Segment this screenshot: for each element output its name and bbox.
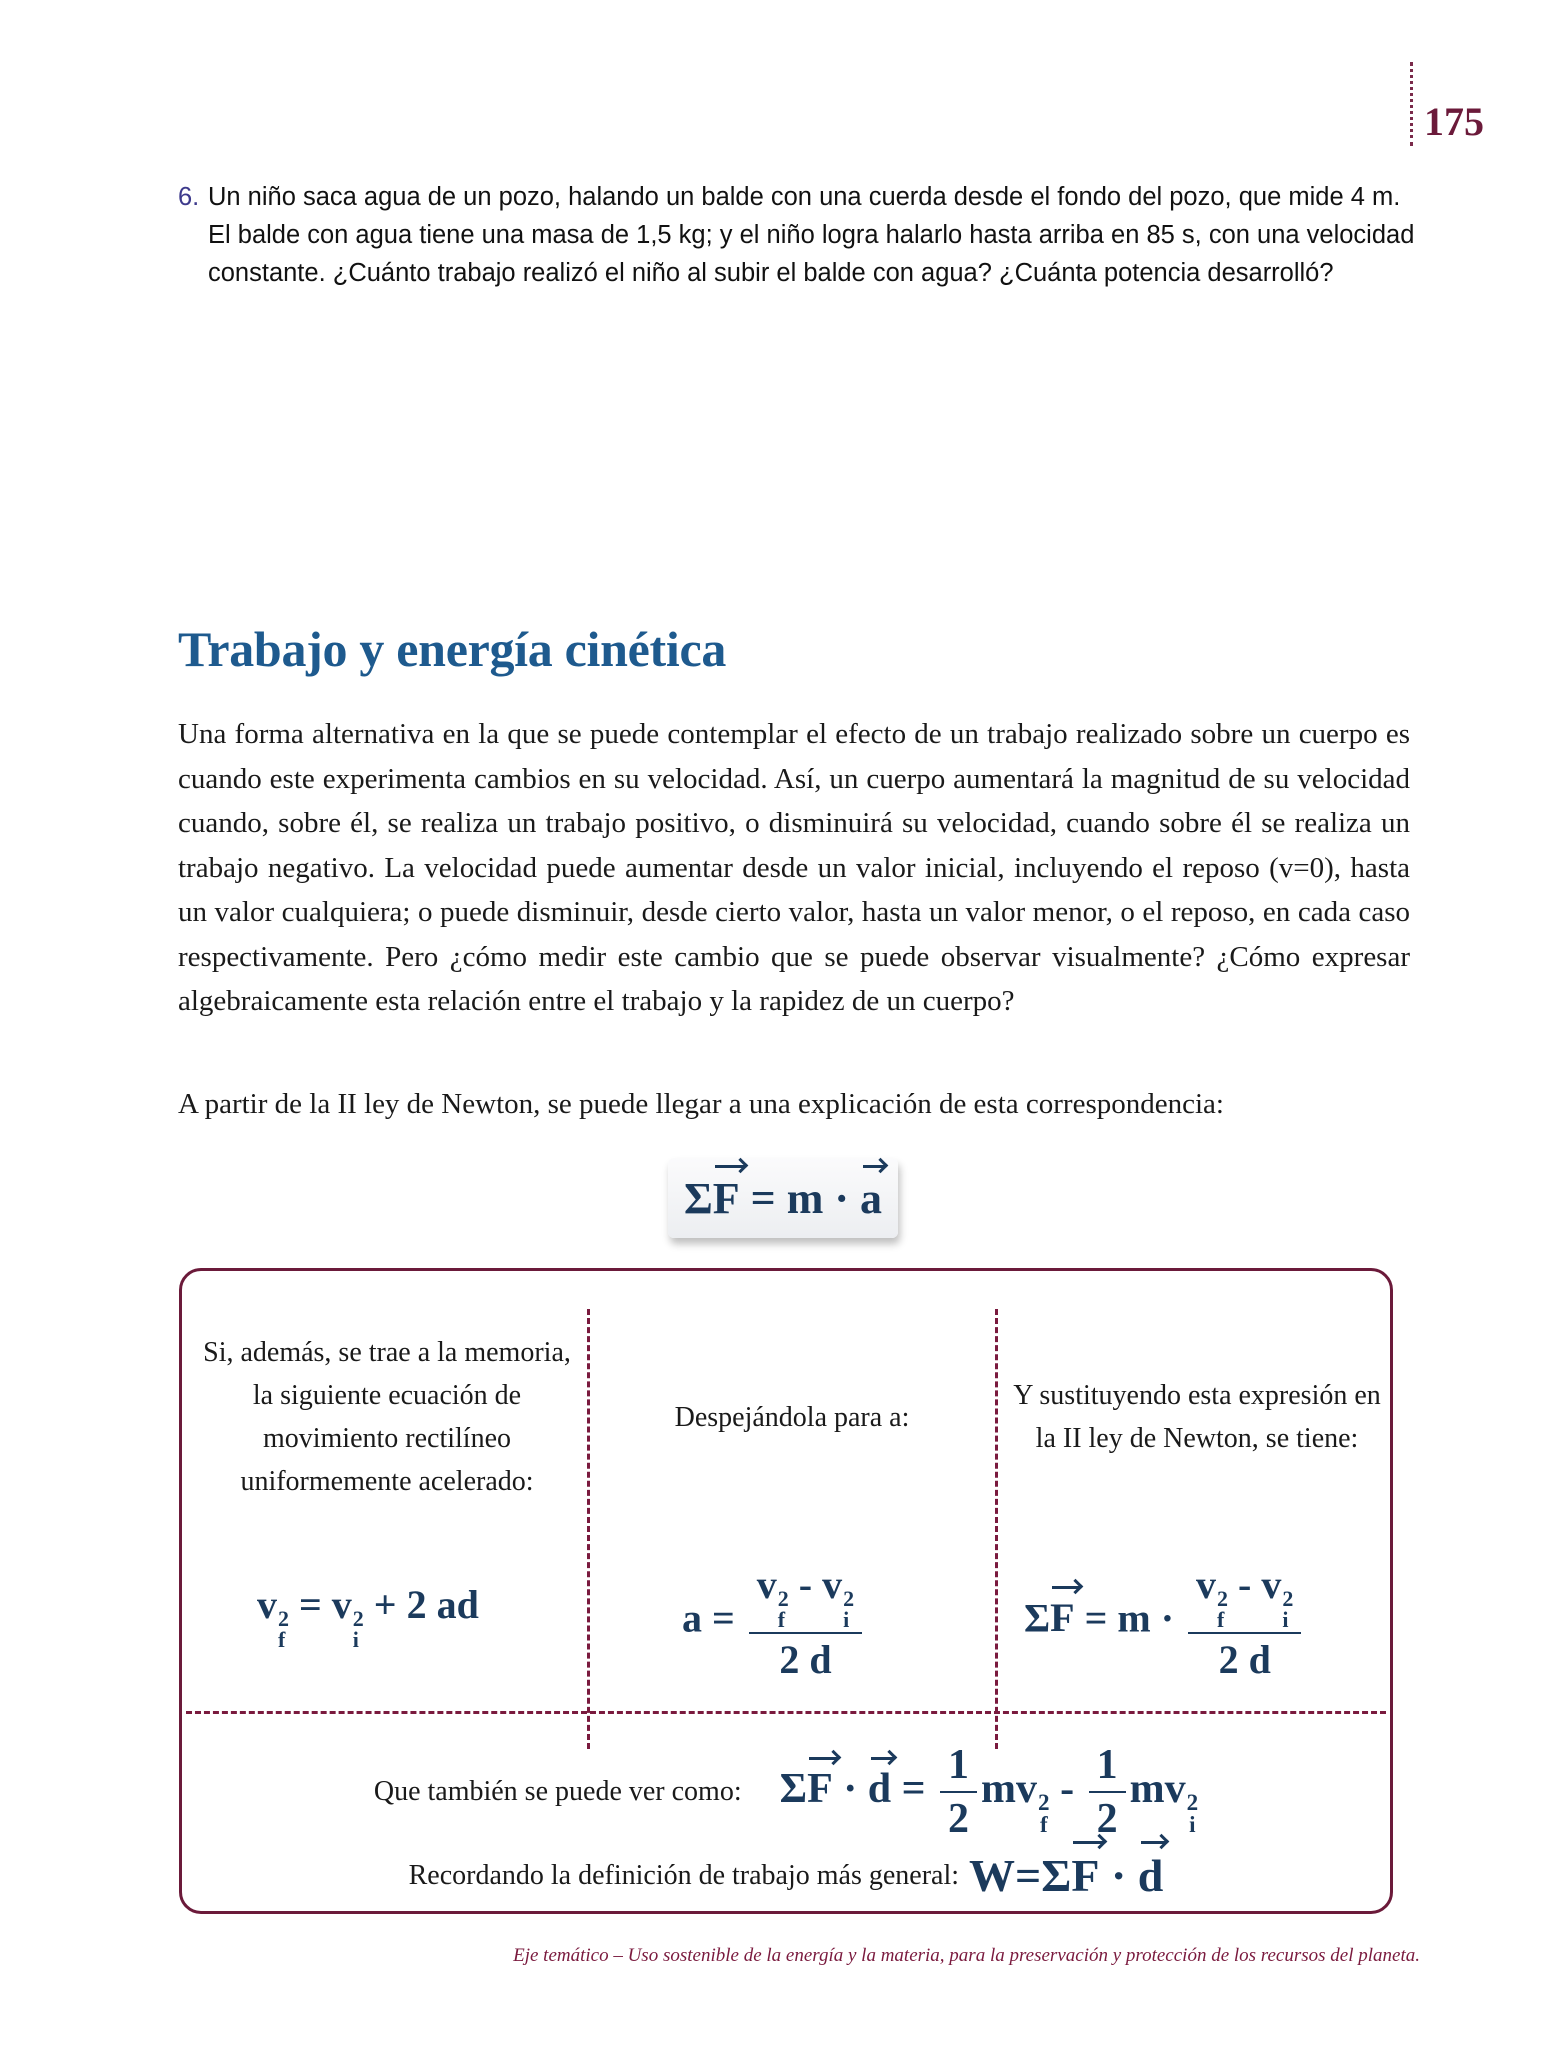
exercise-number: 6. bbox=[178, 183, 200, 211]
section-title: Trabajo y energía cinética bbox=[178, 621, 727, 677]
formula-sum-f-ma bbox=[684, 1173, 882, 1224]
kinematics-equation: v 2 f = v 2 i + 2 ad bbox=[257, 1582, 479, 1652]
thematic-axis-footer: Eje temático – Uso sostenible de la energía y la materia, para la preservación y protección de los recursos del planeta. bbox=[513, 1945, 1420, 1966]
work-definition-equation: W=ΣF · d bbox=[969, 1850, 1164, 1901]
acceleration-equation: a = v 2 f - v 2 i 2 d bbox=[682, 1561, 866, 1683]
newton-lead-paragraph: A partir de la II ley de Newton, se puede llegar a una explicación de esta correspondencia: bbox=[178, 1088, 1224, 1120]
vector-f: F bbox=[712, 1173, 740, 1223]
formula-equals-m: = m · bbox=[739, 1173, 861, 1223]
row-divider bbox=[186, 1711, 1386, 1714]
column-2-text: Despejándola para a: bbox=[674, 1402, 910, 1433]
work-definition-row bbox=[182, 1849, 1390, 1902]
page-number-divider bbox=[1410, 62, 1413, 146]
general-label: Recordando la definición de trabajo más general: bbox=[408, 1859, 960, 1891]
column-divider bbox=[995, 1309, 998, 1749]
sigma-symbol: Σ bbox=[683, 1173, 713, 1223]
column-divider bbox=[587, 1309, 590, 1749]
column-3-text: Y sustituyendo esta expresión en la II ley de Newton, se tiene: bbox=[1013, 1380, 1381, 1454]
derivation-box bbox=[179, 1268, 1393, 1914]
work-energy-theorem-equation: ΣF · d = $\frac{1}{2}$ mv 2 f - $\frac{1}{2}$ mv 2 i bbox=[779, 1742, 1199, 1842]
exercise-6 bbox=[178, 178, 1418, 292]
also-label: Que también se puede ver como: bbox=[373, 1776, 742, 1807]
exercise-text: Un niño saca agua de un pozo, halando un balde con una cuerda desde el fondo del pozo, que mide 4 m. El balde con agua tiene una masa de 1,5 kg; y el niño logra halarlo hasta arriba en 85 s, con una velocidad constante. ¿Cuánto trabajo realizó el niño al subir el balde con agua? ¿Cuánta potencia desarrolló? bbox=[208, 183, 1415, 287]
intro-paragraph: Una forma alternativa en la que se puede contemplar el efecto de un trabajo realizado sobre un cuerpo es cuando este experimenta cambios en su velocidad. Así, un cuerpo aumentará la magnitud de su velocidad cuando, sobre él, se realiza un trabajo positivo, o disminuirá su velocidad, cuando sobre él se realiza un trabajo negativo. La velocidad puede aumentar desde un valor inicial, incluyendo el reposo (v=0), hasta un valor cualquiera; o puede disminuir, desde cierto valor, hasta un valor menor, o el reposo, en cada caso respectivamente. Pero ¿cómo medir este cambio que se puede observar visualmente? ¿Cómo expresar algebraicamente esta relación entre el trabajo y la rapidez de un cuerpo? bbox=[178, 718, 1410, 1017]
column-1-text: Si, además, se trae a la memoria, la siguiente ecuación de movimiento rectilíneo uniformemente acelerado: bbox=[203, 1337, 571, 1497]
page-number: 175 bbox=[1424, 99, 1484, 144]
work-energy-row bbox=[182, 1741, 1390, 1843]
vector-a: a bbox=[860, 1173, 883, 1223]
substituted-newton-equation: ΣF = m · v 2 f - v 2 i 2 d bbox=[1024, 1561, 1305, 1683]
newton-second-law-formula bbox=[668, 1158, 898, 1238]
